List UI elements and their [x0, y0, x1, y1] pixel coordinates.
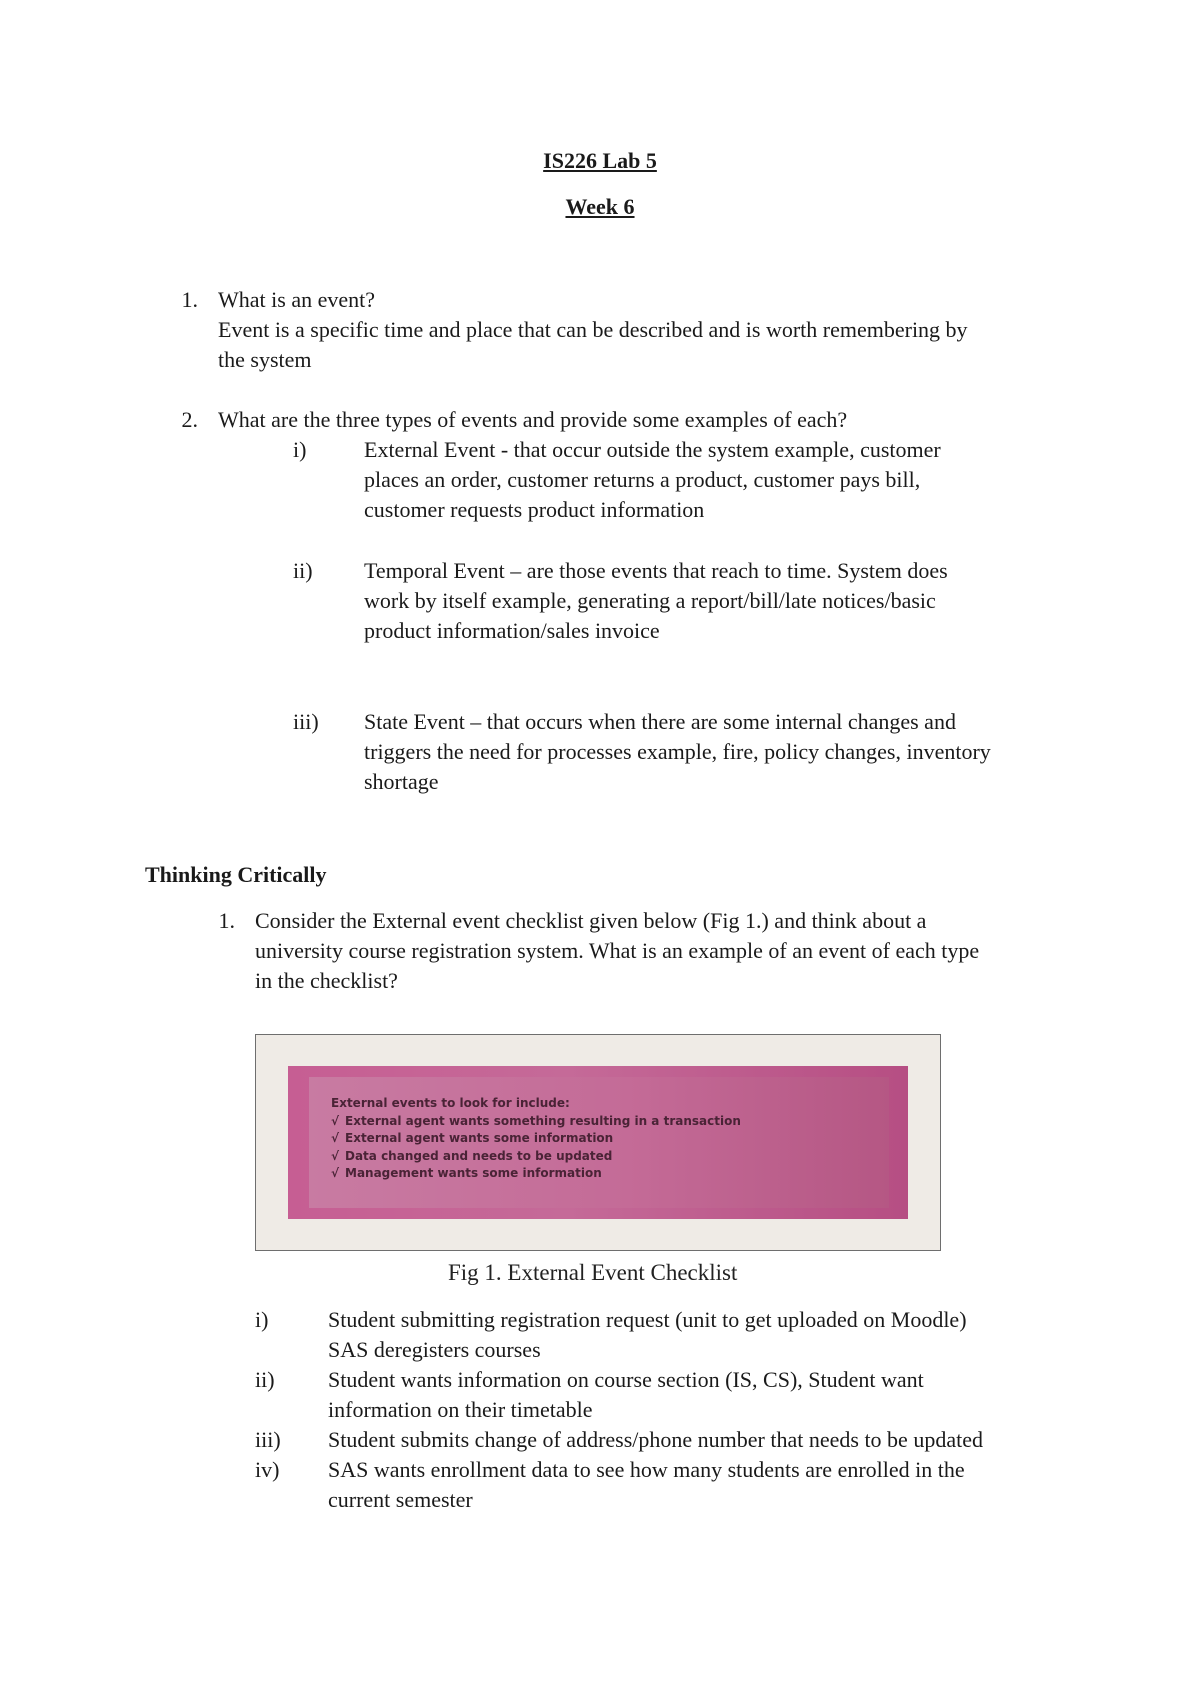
checklist-item	[331, 1130, 741, 1148]
figure-inner-panel	[309, 1077, 889, 1208]
list-marker: iii)	[255, 1427, 281, 1452]
list-marker: iii)	[293, 709, 319, 734]
check-mark-icon: √	[331, 1131, 340, 1145]
list-item-line: Temporal Event – are those events that reach to time. System does	[364, 558, 948, 583]
check-mark-icon: √	[331, 1166, 340, 1180]
question-number: 1.	[218, 908, 235, 933]
list-marker: i)	[255, 1307, 269, 1332]
question-line: university course registration system. What is an example of an event of each type	[255, 938, 980, 963]
list-item-line: information on their timetable	[328, 1397, 593, 1422]
checklist-item	[331, 1148, 741, 1166]
list-item-line: triggers the need for processes example, fire, policy changes, inventory	[364, 739, 991, 764]
checklist-item-text: Management wants some information	[345, 1166, 602, 1180]
list-item-line: SAS wants enrollment data to see how many students are enrolled in the	[328, 1457, 965, 1482]
checklist-figure	[255, 1034, 941, 1251]
figure-outer-panel	[288, 1066, 908, 1219]
list-marker: ii)	[255, 1367, 275, 1392]
checklist-item	[331, 1113, 741, 1131]
list-item-line: product information/sales invoice	[364, 618, 660, 643]
list-item-line: State Event – that occurs when there are some internal changes and	[364, 709, 956, 734]
section-heading: Thinking Critically	[145, 862, 327, 887]
figure-caption: Fig 1. External Event Checklist	[448, 1260, 738, 1285]
list-marker: i)	[293, 437, 307, 462]
answer-line: the system	[218, 347, 312, 372]
question-number: 1.	[181, 287, 198, 312]
question-text: What are the three types of events and provide some examples of each?	[218, 407, 848, 432]
list-item-line: Student submits change of address/phone number that needs to be updated	[328, 1427, 983, 1452]
checklist-item-text: External agent wants something resulting in a transaction	[345, 1113, 741, 1128]
list-item-line: customer requests product information	[364, 497, 705, 522]
question-number: 2.	[181, 407, 198, 432]
list-item-line: places an order, customer returns a product, customer pays bill,	[364, 467, 921, 492]
list-item-line: Student wants information on course section (IS, CS), Student want	[328, 1367, 924, 1392]
list-marker: iv)	[255, 1457, 280, 1482]
question-line: in the checklist?	[255, 968, 398, 993]
document-subtitle: Week 6	[565, 194, 635, 219]
list-item-line: SAS deregisters courses	[328, 1337, 541, 1362]
list-item-line: current semester	[328, 1487, 473, 1512]
checklist-item-text: Data changed and needs to be updated	[345, 1148, 613, 1163]
checklist	[331, 1095, 741, 1183]
check-mark-icon: √	[331, 1113, 340, 1128]
question-text: What is an event?	[218, 287, 375, 312]
list-marker: ii)	[293, 558, 313, 583]
check-mark-icon: √	[331, 1148, 340, 1163]
checklist-item	[331, 1165, 741, 1183]
checklist-title: External events to look for include:	[331, 1096, 570, 1110]
question-line: Consider the External event checklist given below (Fig 1.) and think about a	[255, 908, 927, 933]
checklist-item-text: External agent wants some information	[345, 1131, 614, 1145]
answer-line: Event is a specific time and place that can be described and is worth remembering by	[218, 317, 968, 342]
document-title: IS226 Lab 5	[543, 148, 657, 173]
list-item-line: work by itself example, generating a report/bill/late notices/basic	[364, 588, 936, 613]
list-item-line: shortage	[364, 769, 439, 794]
list-item-line: External Event - that occur outside the system example, customer	[364, 437, 941, 462]
list-item-line: Student submitting registration request (unit to get uploaded on Moodle)	[328, 1307, 967, 1332]
